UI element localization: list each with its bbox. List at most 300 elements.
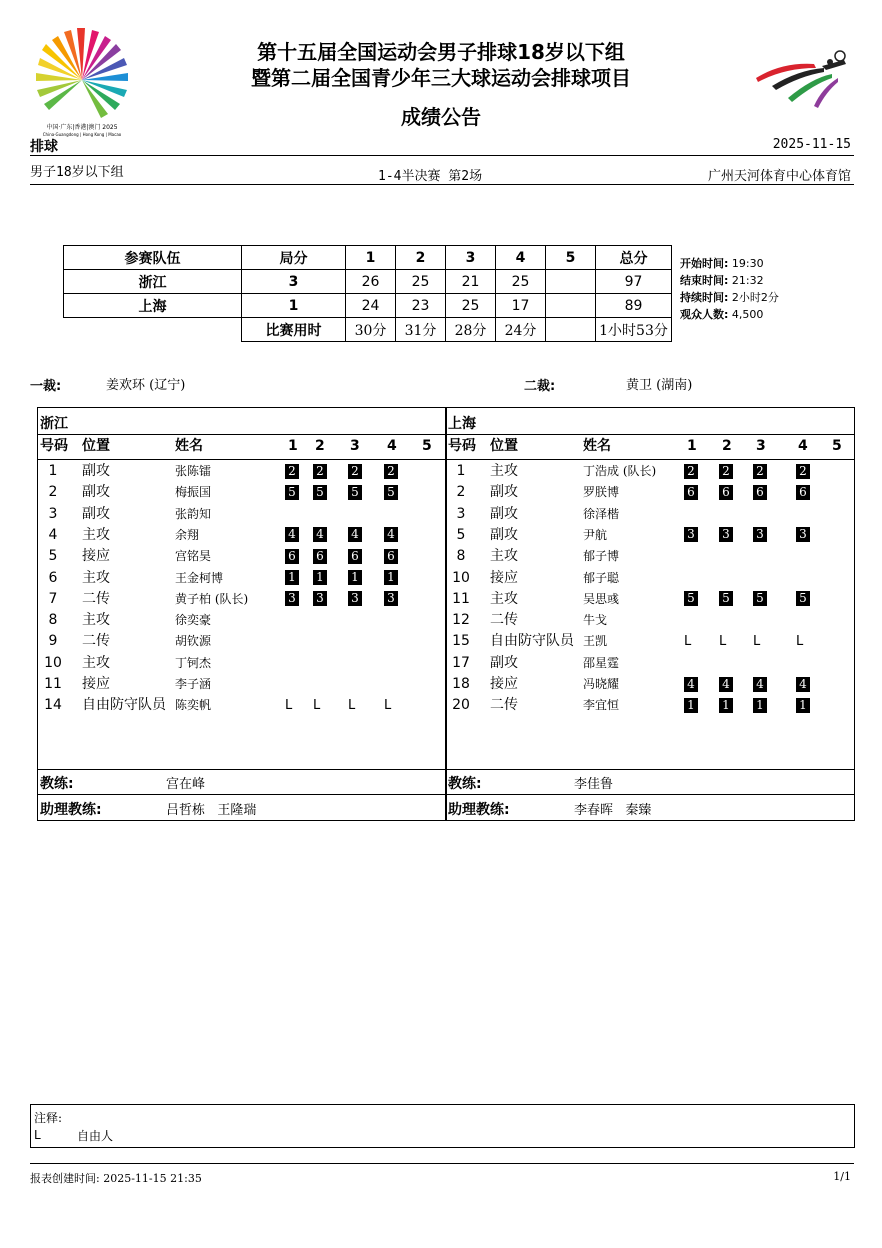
round-label: 1-4半决赛 第2场 [378,169,483,184]
libero-letter: L [684,634,692,650]
header-sets: 局分 [242,246,346,270]
total-duration: 1小时53分 [596,318,672,342]
team-roster-right [445,407,855,821]
player-row [446,631,854,652]
rotation-number: 4 [796,677,810,692]
starting-position [313,568,327,589]
assistant-coach-label: 助理教练: [40,802,102,818]
match-date: 2025-11-15 [772,137,851,152]
starting-position [684,482,698,503]
starting-position [753,482,767,503]
rotation-number: 5 [313,485,327,500]
rotation-number: 3 [753,527,767,542]
starting-position [796,695,810,716]
col-number: 号码 [448,438,476,454]
libero-mark [285,695,292,716]
rotation-number: 1 [719,698,733,713]
starting-position [719,482,733,503]
player-number: 2 [48,484,58,501]
duration: 2小时2分 [731,291,779,304]
starting-position [796,461,810,482]
set-score: 21 [446,270,496,294]
player-number: 12 [452,612,470,629]
player-position: 副攻 [82,463,110,479]
player-row [446,482,854,503]
rotation-number: 3 [684,527,698,542]
starting-position [684,674,698,695]
rotation-number: 3 [348,591,362,606]
player-position: 主攻 [82,526,110,543]
starting-position [719,674,733,695]
player-position: 接应 [490,676,518,692]
player-position: 自由防守队员 [490,633,574,650]
col-set2: 2 [315,438,325,454]
player-name: 丁浩成 (队长) [583,464,657,478]
team-name: 上海 [448,416,476,432]
starting-position [753,525,767,546]
duration-label: 比赛用时 [242,318,346,342]
player-position: 接应 [82,676,110,692]
player-position: 主攻 [490,590,518,607]
rotation-number: 1 [285,570,299,585]
player-name: 李宜恒 [583,698,620,713]
rotation-number: 4 [684,677,698,692]
libero-mark [348,695,355,716]
spectators: 4,500 [731,308,764,321]
player-row [446,589,854,610]
rotation-number: 2 [753,464,767,479]
starting-position [313,589,327,610]
starting-position [384,589,398,610]
rotation-number: 2 [285,464,299,479]
starting-position [348,461,362,482]
player-number: 8 [48,612,58,629]
libero-letter: L [384,698,392,714]
referee2-label: 二裁: [524,379,556,394]
page-title: 成绩公告 [401,105,481,129]
starting-position [313,482,327,503]
player-name: 徐泽楷 [583,506,620,521]
player-number: 5 [48,548,58,565]
rotation-number: 5 [348,485,362,500]
rotation-number: 4 [285,527,299,542]
player-number: 1 [48,463,58,479]
total-points: 97 [596,270,672,294]
score-table [63,245,672,342]
starting-position [384,568,398,589]
player-row [446,610,854,631]
player-number: 15 [452,633,470,650]
coach-name: 李佳鲁 [574,777,614,792]
player-number: 4 [48,526,58,543]
set-duration [546,318,596,342]
player-name: 张韵知 [175,506,212,521]
player-row [446,504,854,525]
col-set3: 3 [350,438,360,454]
set-score: 17 [496,294,546,318]
team-name: 上海 [64,294,242,318]
col-position: 位置 [490,438,518,454]
score-row [64,294,672,318]
player-number: 8 [456,548,466,565]
starting-position [285,525,299,546]
starting-position [313,546,327,567]
libero-letter: L [719,634,727,650]
rotation-number: 4 [348,527,362,542]
set-score [546,294,596,318]
player-row [446,461,854,482]
total-points: 89 [596,294,672,318]
player-position: 主攻 [82,569,110,586]
player-position: 二传 [82,633,110,650]
player-name: 冯晓耀 [583,677,620,691]
player-name: 李子涵 [175,677,212,691]
rotation-number: 5 [753,591,767,606]
venue-label: 广州天河体育中心体育馆 [707,169,851,184]
empty-cell [64,318,242,342]
assistant-coach-names: 李春晖 秦臻 [574,803,652,818]
rotation-number: 6 [348,549,362,564]
duration-row [64,318,672,342]
player-name: 罗朕博 [583,485,620,500]
rotation-number: 4 [719,677,733,692]
player-row [38,546,446,567]
coach-label: 教练: [448,776,482,792]
notes-box [30,1104,855,1148]
title-line2: 暨第二届全国青少年三大球运动会排球项目 [251,66,631,90]
set-score: 25 [496,270,546,294]
player-number: 20 [452,697,470,714]
rotation-number: 4 [384,527,398,542]
libero-mark [384,695,391,716]
end-time-label: 结束时间: [680,274,729,287]
col-position: 位置 [82,438,110,454]
header-set5: 5 [546,246,596,270]
header-set3: 3 [446,246,496,270]
team-roster-left [37,407,447,821]
set-duration: 30分 [346,318,396,342]
rotation-number: 1 [384,570,398,585]
rotation-number: 1 [348,570,362,585]
starting-position [796,589,810,610]
starting-position [348,482,362,503]
rotation-number: 6 [719,485,733,500]
spectators-label: 观众人数: [680,308,729,321]
rotation-number: 5 [719,591,733,606]
rotation-number: 2 [348,464,362,479]
starting-position [348,568,362,589]
rotation-number: 6 [684,485,698,500]
rotation-number: 6 [753,485,767,500]
starting-position [684,589,698,610]
player-row [446,525,854,546]
col-set5: 5 [422,438,432,454]
starting-position [313,461,327,482]
rotation-number: 5 [384,485,398,500]
starting-position [753,589,767,610]
player-row [38,482,446,503]
start-time: 19:30 [731,257,764,270]
player-name: 余翔 [175,527,200,542]
player-position: 副攻 [82,505,110,522]
player-position: 二传 [490,697,518,714]
rotation-number: 4 [753,677,767,692]
starting-position [753,674,767,695]
libero-mark [796,631,803,652]
starting-position [348,546,362,567]
col-name: 姓名 [583,438,611,454]
coach-label: 教练: [40,776,74,792]
player-number: 3 [48,505,58,522]
rotation-number: 3 [384,591,398,606]
starting-position [384,482,398,503]
player-position: 主攻 [490,463,518,479]
divider [30,155,854,156]
player-position: 接应 [82,548,110,565]
team-name: 浙江 [40,416,68,432]
header-set4: 4 [496,246,546,270]
player-row [38,461,446,482]
player-name: 宫铭昊 [175,549,212,564]
starting-position [684,695,698,716]
player-name: 邵星霆 [583,655,620,670]
player-row [38,631,446,652]
starting-position [285,546,299,567]
libero-letter: L [796,634,804,650]
rotation-number: 2 [719,464,733,479]
player-row [446,695,854,716]
referee1: 姜欢环 (辽宁) [106,378,186,393]
player-name: 丁钶杰 [175,655,212,670]
player-name: 吴思彧 [583,591,620,606]
player-position: 副攻 [490,505,518,522]
col-set1: 1 [687,438,697,454]
header-teams: 参赛队伍 [64,246,242,270]
rotation-number: 5 [684,591,698,606]
player-name: 黄子柏 (队长) [175,591,249,606]
coach-name: 宫在峰 [166,777,206,792]
team-name: 浙江 [64,270,242,294]
col-set2: 2 [722,438,732,454]
rotation-number: 6 [285,549,299,564]
player-row [446,653,854,674]
duration-label: 持续时间: [680,291,729,304]
starting-position [684,525,698,546]
roster-header [446,436,854,457]
set-score: 25 [396,270,446,294]
player-name: 张陈镭 [175,464,212,478]
player-position: 副攻 [490,526,518,543]
starting-position [719,589,733,610]
player-position: 自由防守队员 [82,697,166,714]
divider [30,1163,854,1164]
col-set1: 1 [288,438,298,454]
sets-won: 3 [242,270,346,294]
rotation-number: 4 [313,527,327,542]
col-number: 号码 [40,438,68,454]
sport-label: 排球 [30,139,58,155]
player-name: 郁子聪 [583,570,620,585]
set-score: 24 [346,294,396,318]
player-row [38,674,446,695]
set-score [546,270,596,294]
rotation-number: 6 [384,549,398,564]
player-row [446,546,854,567]
player-number: 3 [456,505,466,522]
player-number: 14 [44,697,62,714]
starting-position [719,461,733,482]
group-label: 男子18岁以下组 [30,165,124,180]
player-position: 主攻 [490,548,518,565]
rotation-number: 3 [796,527,810,542]
end-time: 21:32 [731,274,764,287]
player-row [446,674,854,695]
player-name: 胡钦源 [175,634,212,649]
sets-won: 1 [242,294,346,318]
rotation-number: 5 [285,485,299,500]
rotation-number: 1 [753,698,767,713]
player-number: 9 [48,633,58,650]
starting-position [285,482,299,503]
assistant-coach-label: 助理教练: [448,802,510,818]
player-number: 18 [452,676,470,692]
start-time-label: 开始时间: [680,257,729,270]
starting-position [348,589,362,610]
player-row [38,504,446,525]
rotation-number: 2 [384,464,398,479]
player-number: 2 [456,484,466,501]
player-position: 副攻 [82,484,110,501]
referee1-label: 一裁: [30,379,62,394]
player-row [38,589,446,610]
player-row [38,525,446,546]
starting-position [285,461,299,482]
player-name: 陈奕帆 [175,698,212,713]
player-position: 主攻 [82,612,110,629]
rotation-number: 5 [796,591,810,606]
rotation-number: 1 [684,698,698,713]
match-info [680,255,779,323]
rotation-number: 2 [796,464,810,479]
set-duration: 31分 [396,318,446,342]
starting-position [719,695,733,716]
player-row [38,568,446,589]
player-row [38,653,446,674]
assistant-coach-names: 吕哲栋 王隆瑞 [166,803,257,818]
set-duration: 28分 [446,318,496,342]
player-position: 二传 [490,612,518,629]
header-set2: 2 [396,246,446,270]
player-position: 二传 [82,590,110,607]
rotation-number: 6 [796,485,810,500]
rotation-number: 3 [719,527,733,542]
roster-header [38,436,446,457]
starting-position [796,482,810,503]
player-row [446,568,854,589]
player-number: 11 [452,590,470,607]
starting-position [384,546,398,567]
player-number: 10 [452,569,470,586]
player-name: 徐奕豪 [175,613,212,628]
rotation-number: 3 [285,591,299,606]
player-row [38,610,446,631]
rotation-number: 2 [313,464,327,479]
col-set4: 4 [798,438,808,454]
libero-mark [753,631,760,652]
player-position: 副攻 [490,484,518,501]
header-total: 总分 [596,246,672,270]
header-set1: 1 [346,246,396,270]
player-number: 17 [452,654,470,671]
player-row [38,695,446,716]
starting-position [313,525,327,546]
libero-mark [313,695,320,716]
libero-mark [719,631,726,652]
col-set3: 3 [756,438,766,454]
rotation-number: 1 [313,570,327,585]
player-number: 7 [48,590,58,607]
col-name: 姓名 [175,438,203,454]
starting-position [348,525,362,546]
starting-position [796,525,810,546]
score-row [64,270,672,294]
set-score: 23 [396,294,446,318]
report-created: 报表创建时间: 2025-11-15 21:35 [30,1172,202,1185]
player-name: 王凯 [583,634,608,649]
logo-caption-en: China·Guangdong | Hong Kong | Macao [42,132,122,137]
player-position: 接应 [490,569,518,586]
libero-letter: L [313,698,321,714]
starting-position [719,525,733,546]
player-name: 王金柯博 [175,570,224,585]
player-name: 尹航 [583,527,608,542]
player-number: 5 [456,526,466,543]
rotation-number: 6 [313,549,327,564]
rotation-number: 1 [796,698,810,713]
title-line1: 第十五届全国运动会男子排球18岁以下组 [257,40,625,64]
player-number: 1 [456,463,466,479]
notes-label: 注释: [34,1111,63,1125]
player-name: 梅振国 [175,485,212,500]
notes-symbol: L [34,1128,41,1142]
libero-mark [684,631,691,652]
divider [30,184,854,185]
player-position: 副攻 [490,654,518,671]
logo-caption: 中国·广东|香港|澳门 2025 [46,124,118,131]
player-number: 10 [44,654,62,671]
page-number: 1/1 [833,1170,851,1183]
starting-position [384,525,398,546]
libero-letter: L [753,634,761,650]
starting-position [753,695,767,716]
col-set4: 4 [387,438,397,454]
starting-position [384,461,398,482]
referee2: 黄卫 (湖南) [626,378,693,393]
set-score: 25 [446,294,496,318]
set-score: 26 [346,270,396,294]
starting-position [753,461,767,482]
player-name: 郁子博 [583,549,620,564]
rotation-number: 3 [313,591,327,606]
rotation-number: 2 [684,464,698,479]
starting-position [285,568,299,589]
starting-position [796,674,810,695]
player-name: 牛戈 [583,613,608,628]
player-number: 6 [48,569,58,586]
libero-letter: L [285,698,293,714]
starting-position [285,589,299,610]
libero-letter: L [348,698,356,714]
